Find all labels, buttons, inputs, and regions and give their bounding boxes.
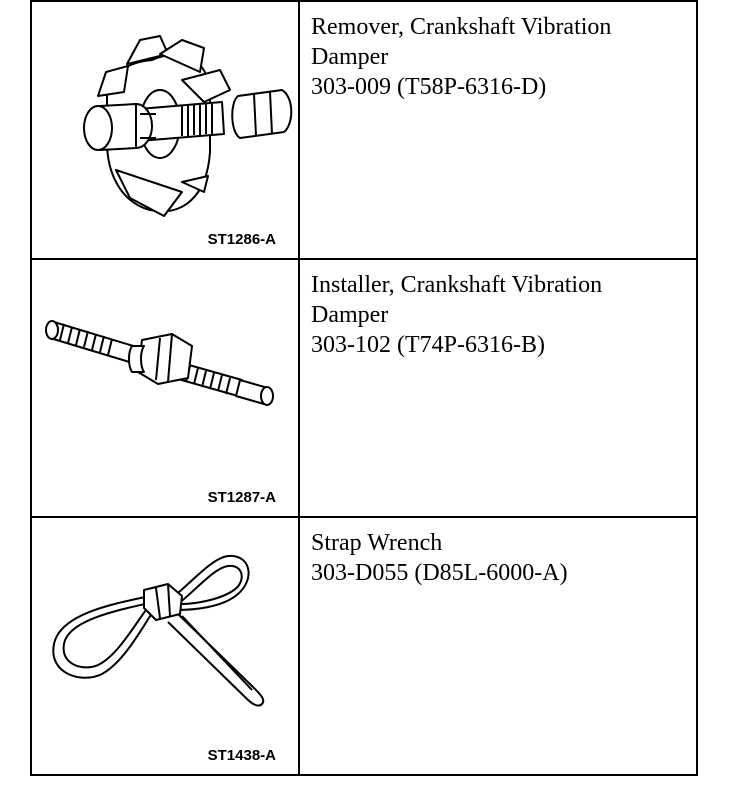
strap-wrench-icon — [32, 518, 298, 774]
crankshaft-damper-installer-icon — [32, 260, 298, 516]
tool-name-line: Remover, Crankshaft Vibration — [311, 14, 612, 40]
tool-name-line: Damper — [311, 44, 389, 70]
tool-illustration-cell — [31, 517, 299, 775]
tool-name-line: Damper — [311, 302, 389, 328]
tool-name-line: Installer, Crankshaft Vibration — [311, 272, 603, 298]
figure-code: ST1438-A — [207, 747, 276, 764]
tool-part-number: 303-009 (T58P-6316-D) — [311, 74, 547, 100]
crankshaft-damper-remover-icon — [32, 2, 298, 258]
table-row — [31, 517, 697, 775]
figure-code: ST1287-A — [207, 489, 276, 506]
tool-name-line: Strap Wrench — [311, 530, 443, 556]
tool-illustration-cell — [31, 259, 299, 517]
figure-code: ST1286-A — [207, 231, 276, 248]
tool-part-number: 303-102 (T74P-6316-B) — [311, 332, 545, 358]
tool-illustration-cell — [31, 1, 299, 259]
tool-description-cell — [299, 517, 697, 775]
table-row — [31, 1, 697, 259]
tool-description-cell — [299, 259, 697, 517]
tool-description-cell — [299, 1, 697, 259]
special-tools-table — [30, 0, 698, 776]
table-row — [31, 259, 697, 517]
tool-part-number: 303-D055 (D85L-6000-A) — [311, 560, 568, 586]
